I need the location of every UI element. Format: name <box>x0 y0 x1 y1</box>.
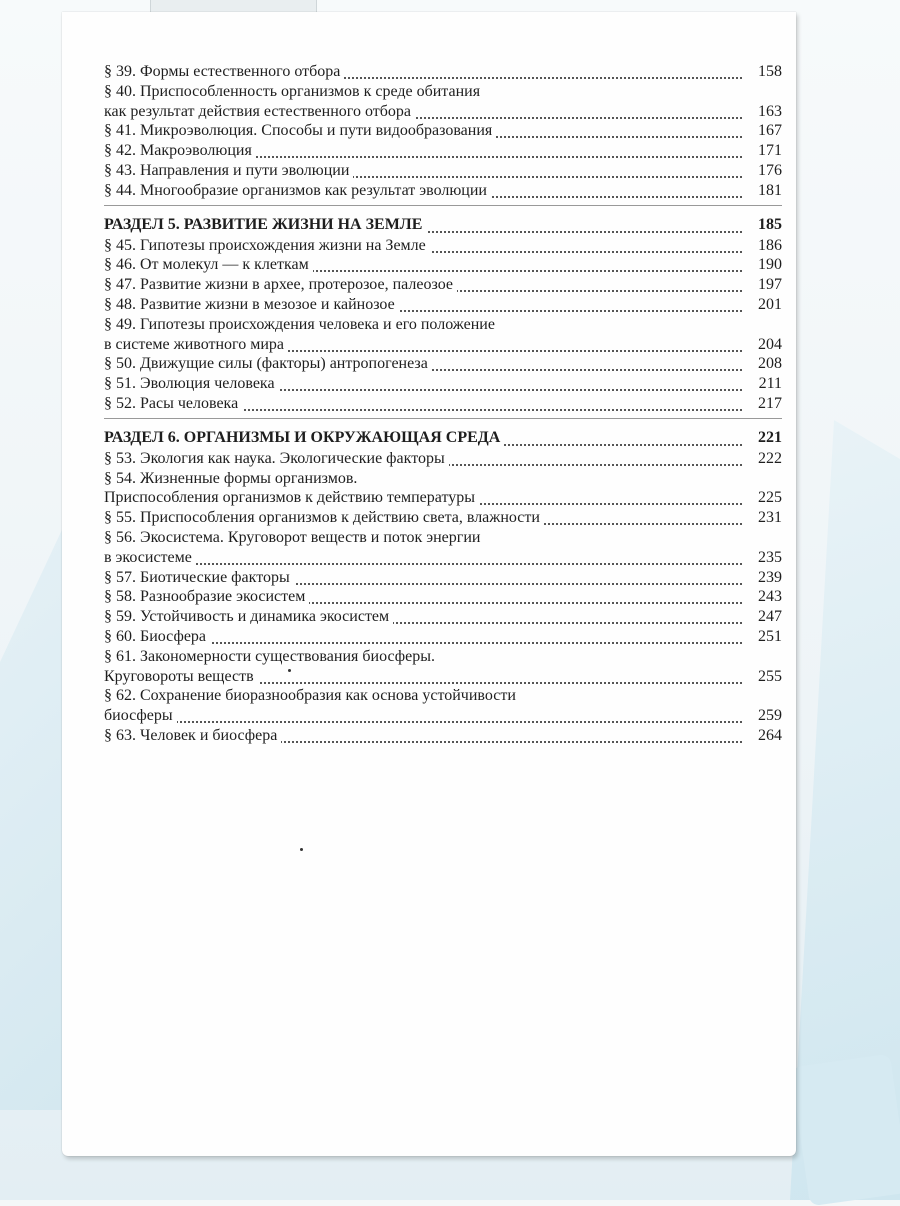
toc-entry-line <box>104 706 782 726</box>
page-number: 185 <box>754 214 782 236</box>
background-shape-corner <box>791 1054 900 1206</box>
toc-entry-line <box>104 354 782 374</box>
entry-title: § 46. От молекул — к клеткам <box>104 256 313 273</box>
toc-entry-line <box>104 295 782 315</box>
toc-entry-line <box>104 508 782 528</box>
entry-title: § 61. Закономерности существования биосферы. <box>104 647 435 665</box>
page-number: 167 <box>754 121 782 141</box>
page-number: 217 <box>754 394 782 414</box>
page-number: 243 <box>754 587 782 607</box>
entry-title: § 40. Приспособленность организмов к среде обитания <box>104 82 481 100</box>
page-number: 255 <box>754 667 782 687</box>
toc-entry-line <box>104 488 782 508</box>
section-title: РАЗДЕЛ 6. ОРГАНИЗМЫ И ОКРУЖАЮЩАЯ СРЕДА <box>104 429 504 446</box>
entry-title: § 44. Многообразие организмов как результат эволюции <box>104 182 491 199</box>
page-number: 264 <box>754 726 782 746</box>
book-page <box>62 12 796 1156</box>
entry-title: § 47. Развитие жизни в архее, протерозое, палеозое <box>104 276 457 293</box>
entry-title: как результат действия естественного отбора <box>104 103 415 120</box>
entry-title: § 45. Гипотезы происхождения жизни на Земле <box>104 237 430 254</box>
toc-entry-line <box>104 469 782 489</box>
entry-title: § 60. Биосфера <box>104 628 210 645</box>
entry-title: § 42. Макроэволюция <box>104 142 256 159</box>
toc-entry-line <box>104 374 782 394</box>
page-number: 259 <box>754 706 782 726</box>
entry-title: § 52. Расы человека <box>104 395 242 412</box>
entry-title: § 63. Человек и биосфера <box>104 727 281 744</box>
entry-title: § 50. Движущие силы (факторы) антропогенеза <box>104 355 432 372</box>
entry-title: в экосистеме <box>104 549 196 566</box>
toc-entry-line <box>104 394 782 414</box>
toc-section-heading <box>104 427 782 449</box>
toc-entry-line <box>104 667 782 687</box>
page-number: 204 <box>754 335 782 355</box>
toc-entry-line <box>104 275 782 295</box>
toc-entry-line <box>104 568 782 588</box>
page-number: 221 <box>754 427 782 449</box>
toc-entry-line <box>104 255 782 275</box>
toc-entry-line <box>104 726 782 746</box>
page-number: 225 <box>754 488 782 508</box>
entry-title: § 41. Микроэволюция. Способы и пути видообразования <box>104 122 496 139</box>
page-number: 190 <box>754 255 782 275</box>
entry-title: Приспособления организмов к действию температуры <box>104 489 479 506</box>
section-separator <box>104 418 782 419</box>
toc-entry-line <box>104 647 782 667</box>
page-number: 235 <box>754 548 782 568</box>
table-of-contents <box>104 62 782 746</box>
toc-entry-line <box>104 686 782 706</box>
toc-entry-line <box>104 121 782 141</box>
page-number: 211 <box>755 374 782 394</box>
section-separator <box>104 205 782 206</box>
page-number: 176 <box>754 161 782 181</box>
toc-entry-line <box>104 548 782 568</box>
toc-entry-line <box>104 335 782 355</box>
page-number: 208 <box>754 354 782 374</box>
page-number: 197 <box>754 275 782 295</box>
entry-title: § 56. Экосистема. Круговорот веществ и поток энергии <box>104 528 481 546</box>
page-number: 251 <box>754 627 782 647</box>
toc-entry-line <box>104 449 782 469</box>
entry-title: § 48. Развитие жизни в мезозое и кайнозое <box>104 296 399 313</box>
entry-title: § 54. Жизненные формы организмов. <box>104 469 358 487</box>
entry-title: § 43. Направления и пути эволюции <box>104 162 353 179</box>
entry-title: биосферы <box>104 707 177 724</box>
toc-entry-line <box>104 62 782 82</box>
page-number: 231 <box>754 508 782 528</box>
toc-entry-line <box>104 587 782 607</box>
toc-section-heading <box>104 214 782 236</box>
page-number: 201 <box>754 295 782 315</box>
page-number: 222 <box>754 449 782 469</box>
toc-entry-line <box>104 181 782 201</box>
dot-leader <box>104 711 742 723</box>
entry-title: § 58. Разнообразие экосистем <box>104 588 309 605</box>
toc-entry-line <box>104 315 782 335</box>
toc-entry-line <box>104 102 782 122</box>
toc-entry-line <box>104 607 782 627</box>
section-title: РАЗДЕЛ 5. РАЗВИТИЕ ЖИЗНИ НА ЗЕМЛЕ <box>104 216 426 233</box>
toc-entry-line <box>104 161 782 181</box>
entry-title: § 49. Гипотезы происхождения человека и его положение <box>104 315 495 333</box>
page-number: 239 <box>754 568 782 588</box>
entry-title: § 55. Приспособления организмов к действию света, влажности <box>104 509 544 526</box>
page-number: 181 <box>754 181 782 201</box>
toc-entry-line <box>104 627 782 647</box>
entry-title: § 62. Сохранение биоразнообразия как основа устойчивости <box>104 687 516 705</box>
toc-entry-line <box>104 236 782 256</box>
toc-entry-line <box>104 528 782 548</box>
entry-title: в системе животного мира <box>104 336 288 353</box>
entry-title: § 39. Формы естественного отбора <box>104 63 344 80</box>
page-number: 171 <box>754 141 782 161</box>
page-number: 247 <box>754 607 782 627</box>
page-number: 163 <box>754 102 782 122</box>
entry-title: § 59. Устойчивость и динамика экосистем <box>104 608 393 625</box>
page-number: 158 <box>754 62 782 82</box>
dot-leader <box>104 553 742 565</box>
toc-entry-line <box>104 141 782 161</box>
ink-speck <box>300 848 303 851</box>
entry-title: § 53. Экология как наука. Экологические факторы <box>104 450 449 467</box>
entry-title: Круговороты веществ <box>104 668 258 685</box>
page-number: 186 <box>754 236 782 256</box>
entry-title: § 57. Биотические факторы <box>104 569 294 586</box>
entry-title: § 51. Эволюция человека <box>104 375 279 392</box>
toc-entry-line <box>104 82 782 102</box>
